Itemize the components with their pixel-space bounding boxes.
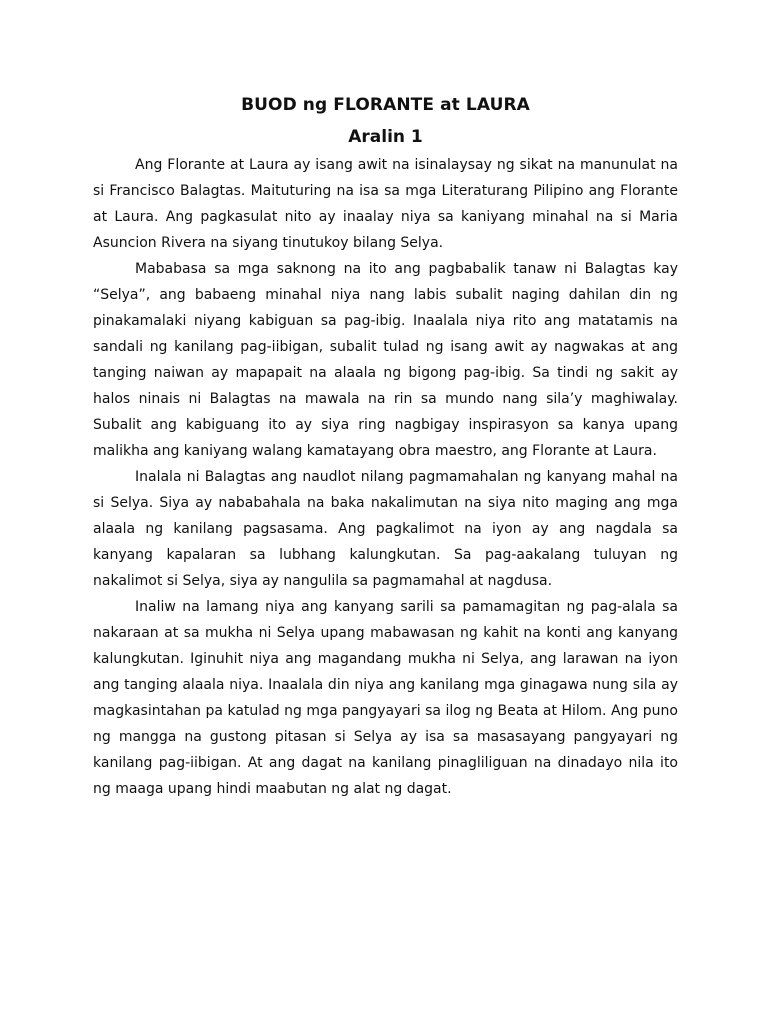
paragraph-4: Inaliw na lamang niya ang kanyang sarili sa pamamagitan ng pag-alala sa nakaraan at sa mukha ni Selya upang mabawasan ng kahit na konti ang kanyang kalungkutan. Iginuhit niya ang magandang mukha ni Selya, ang larawan na iyon ang tanging alaala niya. Inaalala din niya ang kanilang mga ginagawa nung sila ay magkasintahan pa katulad ng mga pangyayari sa ilog ng Beata at Hilom. Ang puno ng mangga na gustong pitasan si Selya ay isa sa masasayang pangyayari ng kanilang pag-iibigan. At ang dagat na kanilang pinagliliguan na dinadayo nila ito ng maaga upang hindi maabutan ng alat ng dagat. bbox=[93, 599, 678, 797]
paragraph-1: Ang Florante at Laura ay isang awit na isinalaysay ng sikat na manunulat na si Francisco Balagtas. Maituturing na isa sa mga Literaturang Pilipino ang Florante at Laura. Ang pagkasulat nito ay inaalay niya sa kaniyang minahal na si Maria Asuncion Rivera na siyang tinutukoy bilang Selya. bbox=[93, 157, 678, 251]
document-subtitle: Aralin 1 bbox=[348, 127, 423, 147]
paragraph-3: Inalala ni Balagtas ang naudlot nilang pagmamahalan ng kanyang mahal na si Selya. Siya ay nababahala na baka nakalimutan na siya nito maging ang mga alaala ng kanilang pagsasama. Ang pagkalimot na iyon ay ang nagdala sa kanyang kapalaran sa lubhang kalungkutan. Sa pag-aakalang tuluyan ng nakalimot si Selya, siya ay nangulila sa pagmamahal at nagdusa. bbox=[93, 469, 678, 589]
document-content bbox=[93, 94, 678, 802]
document-title: BUOD ng FLORANTE at LAURA bbox=[241, 95, 530, 115]
paragraph-2: Mababasa sa mga saknong na ito ang pagbabalik tanaw ni Balagtas kay “Selya”, ang babaeng minahal niya nang labis subalit naging dahilan din ng pinakamalaki niyang kabiguan sa pag-ibig. Inaalala niya rito ang matatamis na sandali ng kanilang pag-iibigan, subalit tulad ng isang awit ay nagwakas at ang tanging naiwan ay mapapait na alaala ng bigong pag-ibig. Sa tindi ng sakit ay halos ninais ni Balagtas na mawala na rin sa mundo nang sila’y maghiwalay. Subalit ang kabiguang ito ay siya ring nagbigay inspirasyon sa kanya upang malikha ang kaniyang walang kamatayang obra maestro, ang Florante at Laura. bbox=[93, 261, 678, 459]
